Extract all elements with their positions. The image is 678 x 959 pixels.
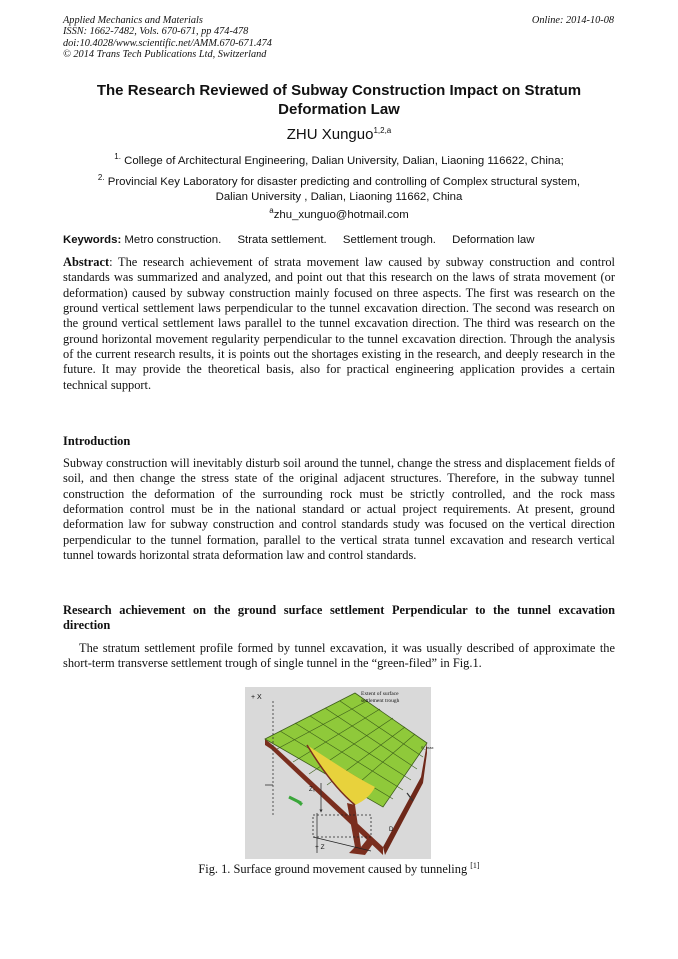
affiliation-2-line-1: Provincial Key Laboratory for disaster predicting and controlling of Complex structural system, [107, 175, 581, 188]
keyword: Metro construction. [124, 234, 222, 246]
caption-ref[interactable]: [1] [470, 861, 480, 870]
email-sup: a [269, 206, 274, 215]
abstract-label: Abstract [63, 255, 110, 269]
keywords-label: Keywords: [63, 234, 122, 246]
affiliation-2 [63, 170, 615, 206]
label-z0: Z₀ [309, 787, 316, 793]
journal-name: Applied Mechanics and Materials [63, 15, 203, 26]
label-d: D [389, 827, 394, 833]
intro-paragraph: Subway construction will inevitably disturb soil around the tunnel, change the stress and displacement fields of soil, and then change the stress state of the original adjacent structures. Therefore, in the subway tunnel construction the deformation of the surrounding rock must be strictly controlled, and the rock mass deformation control must be in the national standard or actual project requirements. At present, ground deformation law for subway construction and control standards study was focused on the vertical direction perpendicular to the tunnel formation, parallel to the vertical strata tunnel excavation and research vertical tunnel towards horizontal strata deformation law and control standards. [63, 456, 615, 563]
intro-heading: Introduction [63, 434, 131, 448]
abstract [63, 255, 615, 393]
affiliation-1 [63, 149, 615, 169]
settlement-trough-illustration [245, 687, 434, 859]
affiliation-1-text: College of Architectural Engineering, Dalian University, Dalian, Liaoning 116622, China; [124, 154, 564, 167]
label-extent-2: settlement trough [361, 698, 400, 704]
section-heading: Research achievement on the ground surface settlement Perpendicular to the tunnel excavation direction [63, 603, 615, 633]
author [63, 122, 615, 144]
label-smax: S_max [421, 745, 434, 750]
issn: ISSN: 1662-7482, Vols. 670-671, pp 474-478 [63, 26, 249, 38]
email [63, 206, 615, 221]
email-address[interactable]: zhu_xunguo@hotmail.com [273, 208, 409, 221]
title-line-2: Deformation Law [278, 100, 400, 118]
label-z: + Z [315, 844, 325, 851]
keyword: Deformation law [452, 234, 535, 246]
label-extent: Extent of surface [361, 691, 399, 697]
abstract-text: : The research achievement of strata movement law caused by subway construction and control standards was summarized and analyzed, and point out that this research on the laws of strata movement (or deformation) caused by subway construction mainly focused on three aspects. The first was research on the ground vertical settlement laws perpendicular to the tunnel excavation direction. The second was research on the ground vertical settlement laws parallel to the tunnel excavation direction. The third was research on the ground horizontal movement regularity perpendicular to the tunnel excavation direction. Through the analysis of the current research results, it is points out the shortages existing in the research, and deeply research in the future. It may provide the theoretical basis, also for practical engineering application provides a certain technical support. [63, 255, 615, 392]
title-line-1: The Research Reviewed of Subway Construction Impact on Stratum [96, 82, 582, 99]
keyword: Strata settlement. [237, 234, 327, 246]
online-date: Online: 2014-10-08 [531, 15, 614, 26]
paper-title [63, 82, 615, 119]
label-x: + X [251, 694, 262, 701]
caption-text: Fig. 1. Surface ground movement caused by tunneling [198, 862, 468, 877]
keywords [63, 234, 615, 246]
figure-1 [245, 687, 434, 859]
doi: doi:10.4028/www.scientific.net/AMM.670-671.474 [63, 37, 272, 49]
figure-caption [63, 861, 615, 877]
section-paragraph: The stratum settlement profile formed by tunnel excavation, it was usually described of approximate the short-term transverse settlement trough of single tunnel in the “green-filed” in Fig.1. [63, 641, 615, 671]
journal-header [63, 15, 272, 61]
copyright: © 2014 Trans Tech Publications Ltd, Switzerland [63, 49, 267, 61]
affiliation-2-sup: 2. [97, 173, 105, 182]
keyword: Settlement trough. [342, 234, 436, 246]
author-name: ZHU Xunguo [286, 126, 374, 143]
author-sup: 1,2,a [373, 126, 392, 135]
affiliation-1-sup: 1. [114, 152, 121, 161]
affiliation-2-line-2: Dalian University , Dalian, Liaoning 11662, China [215, 191, 463, 204]
